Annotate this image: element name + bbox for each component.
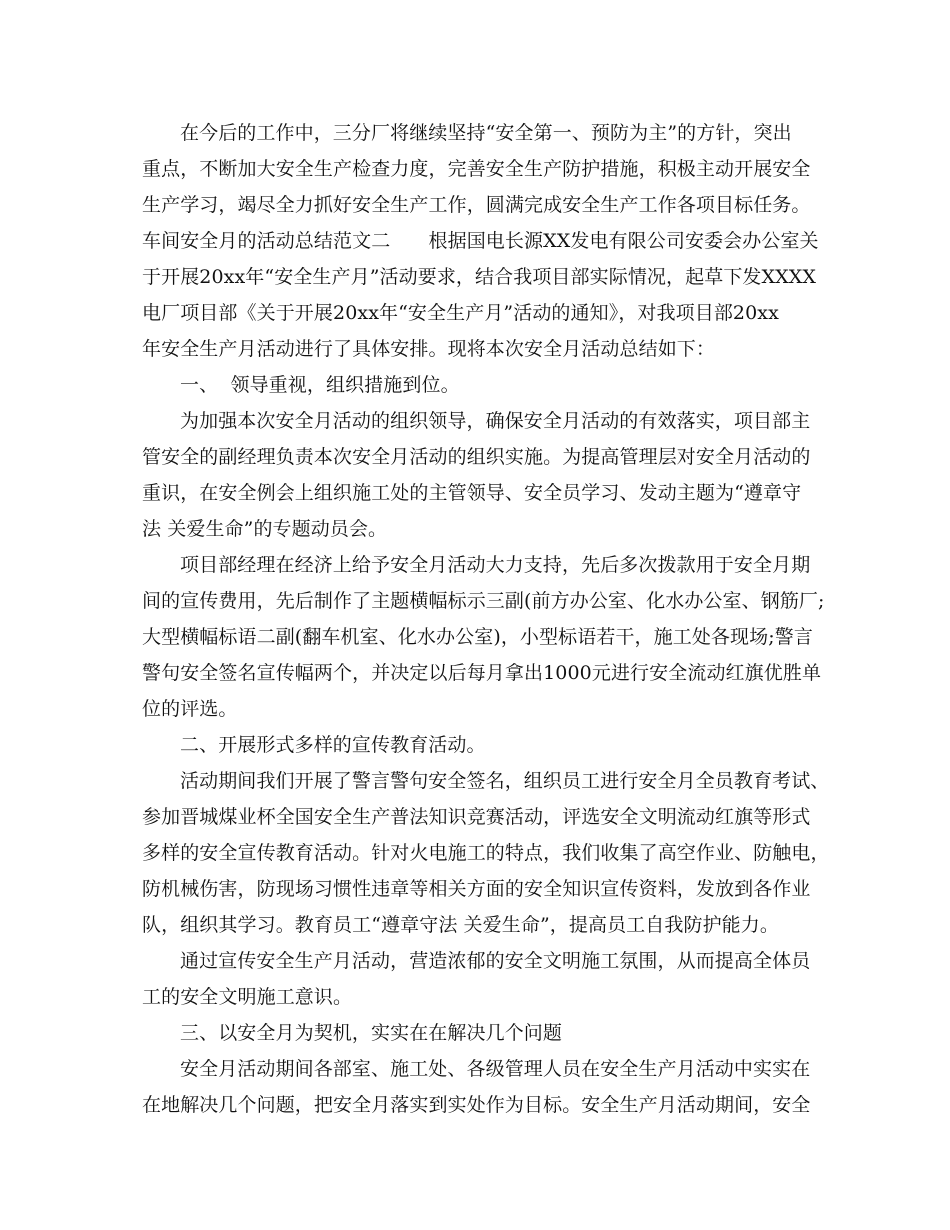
paragraph-line: 重点，不断加大安全生产检查力度，完善安全生产防护措施，积极主动开展安全 (142, 158, 811, 180)
paragraph-line: 在今后的工作中，三分厂将继续坚持“安全第一、预防为主”的方针，突出 (180, 122, 792, 144)
paragraph-line: 年安全生产月活动进行了具体安排。现将本次安全月活动总结如下： (142, 338, 716, 360)
paragraph-line: 车间安全月的活动总结范文二 根据国电长源XX发电有限公司安委会办公室关 (142, 230, 819, 252)
section-heading: 一、 领导重视，组织措施到位。 (180, 374, 460, 396)
paragraph-line: 法 关爱生命”的专题动员会。 (142, 518, 388, 540)
paragraph-line: 活动期间我们开展了警言警句安全签名，组织员工进行安全月全员教育考试、 (180, 770, 830, 792)
section-heading: 三、以安全月为契机，实实在在解决几个问题 (180, 1022, 563, 1044)
paragraph-line: 间的宣传费用，先后制作了主题横幅标示三副(前方办公室、化水办公室、钢筋厂; (142, 590, 825, 612)
paragraph-line: 队，组织其学习。教育员工“遵章守法 关爱生命”，提高员工自我防护能力。 (142, 914, 779, 936)
paragraph-line: 管安全的副经理负责本次安全月活动的组织实施。为提高管理层对安全月活动的 (142, 446, 811, 468)
paragraph-line: 在地解决几个问题，把安全月落实到实处作为目标。安全生产月活动期间，安全 (142, 1094, 811, 1116)
paragraph-line: 警句安全签名宣传幅两个，并决定以后每月拿出1000元进行安全流动红旗优胜单 (142, 662, 822, 684)
paragraph-line: 通过宣传安全生产月活动，营造浓郁的安全文明施工氛围，从而提高全体员 (180, 950, 811, 972)
paragraph-line: 防机械伤害，防现场习惯性违章等相关方面的安全知识宣传资料，发放到各作业 (142, 878, 811, 900)
paragraph-line: 电厂项目部《关于开展20xx年“安全生产月”活动的通知》，对我项目部20xx (142, 302, 779, 324)
paragraph-line: 大型横幅标语二副(翻车机室、化水办公室)，小型标语若干，施工处各现场;警言 (142, 626, 813, 648)
paragraph-line: 参加晋城煤业杯全国安全生产普法知识竞赛活动，评选安全文明流动红旗等形式 (142, 806, 811, 828)
paragraph-line: 项目部经理在经济上给予安全月活动大力支持，先后多次拨款用于安全月期 (180, 554, 811, 576)
paragraph-line: 为加强本次安全月活动的组织领导，确保安全月活动的有效落实，项目部主 (180, 410, 811, 432)
section-heading: 二、开展形式多样的宣传教育活动。 (180, 734, 486, 756)
paragraph-line: 生产学习，竭尽全力抓好安全生产工作，圆满完成安全生产工作各项目标任务。 (142, 194, 811, 216)
paragraph-line: 多样的安全宣传教育活动。针对火电施工的特点，我们收集了高空作业、防触电， (142, 842, 830, 864)
paragraph-line: 安全月活动期间各部室、施工处、各级管理人员在安全生产月活动中实实在 (180, 1058, 811, 1080)
paragraph-line: 位的评选。 (142, 698, 238, 720)
paragraph-line: 工的安全文明施工意识。 (142, 986, 353, 1008)
paragraph-line: 于开展20xx年“安全生产月”活动要求，结合我项目部实际情况，起草下发XXXX (142, 266, 817, 288)
paragraph-line: 重识，在安全例会上组织施工处的主管领导、安全员学习、发动主题为“遵章守 (142, 482, 802, 504)
